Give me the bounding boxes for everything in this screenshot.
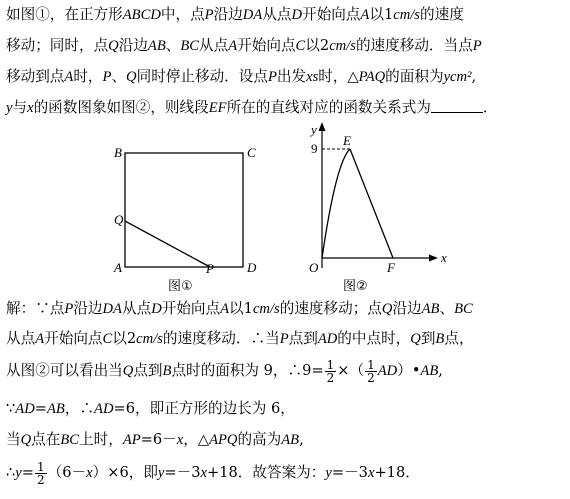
problem-line-1: 如图①，在正方形ABCD中，点P沿边DA从点D开始向点A以1cm/s的速度 (6, 6, 464, 23)
axis-label-x: x (441, 250, 447, 265)
solution-line-3: 从图②可以看出当Q点到B点时的面积为 9，∴9= $\frac{1}{2}$ ×（ $\frac{1}{2}$ AD）•AB, (6, 357, 443, 385)
solution-line-6: ∴y= $\frac{1}{2}$ （6－x）×6，即y=－3x+18．故答案为：y=－3x+18． (6, 459, 420, 487)
tick-9: 9 (311, 141, 318, 156)
label-c: C (247, 145, 256, 160)
label-f: F (387, 260, 395, 275)
figure-1 (113, 145, 257, 294)
curve-oe (322, 149, 350, 258)
problem-line-3: 移动到点A时，P、Q同时停止移动．设点P出发xs时，△PAQ的面积为ycm², (6, 68, 477, 85)
label-d: D (247, 260, 257, 275)
figure-1-caption: 图① (168, 279, 193, 294)
fraction-half: $\frac{1}{2}$ (326, 357, 335, 385)
segment-pq (125, 221, 210, 267)
y-axis-arrow (319, 122, 326, 131)
solution-line-2: 从点A开始向点C以2cm/s的速度移动．∴当P点到AD的中点时，Q到B点， (6, 330, 474, 347)
square-abcd (125, 153, 243, 267)
figure-2 (309, 122, 447, 294)
solution-line-5: 当Q点在BC上时，AP=6－x，△APQ的高为AB, (6, 431, 304, 448)
figure-2-caption: 图② (343, 279, 368, 294)
label-e: E (343, 133, 351, 148)
axis-label-y: y (311, 122, 317, 137)
solution-line-4: ∵AD=AB，∴AD=6，即正方形的边长为 6， (6, 400, 295, 417)
label-b: B (114, 145, 122, 160)
fraction-half: $\frac{1}{2}$ (367, 357, 375, 385)
fraction-half: $\frac{1}{2}$ (37, 459, 45, 487)
label-o: O (309, 260, 319, 275)
problem-line-2: 移动；同时，点Q沿边AB、BC从点A开始向点C以2cm/s的速度移动．当点P (6, 37, 482, 54)
label-a: A (114, 260, 122, 275)
segment-ef (350, 149, 393, 258)
label-p: P (206, 261, 214, 276)
solution-line-1: 解：∵点P沿边DA从点D开始向点A以1cm/s的速度移动；点Q沿边AB、BC (6, 300, 473, 317)
x-axis-arrow (429, 255, 438, 262)
problem-line-4: y与x的函数图象如图②，则线段EF所在的直线对应的函数关系式为 ． (6, 99, 498, 116)
label-q: Q (114, 212, 124, 227)
